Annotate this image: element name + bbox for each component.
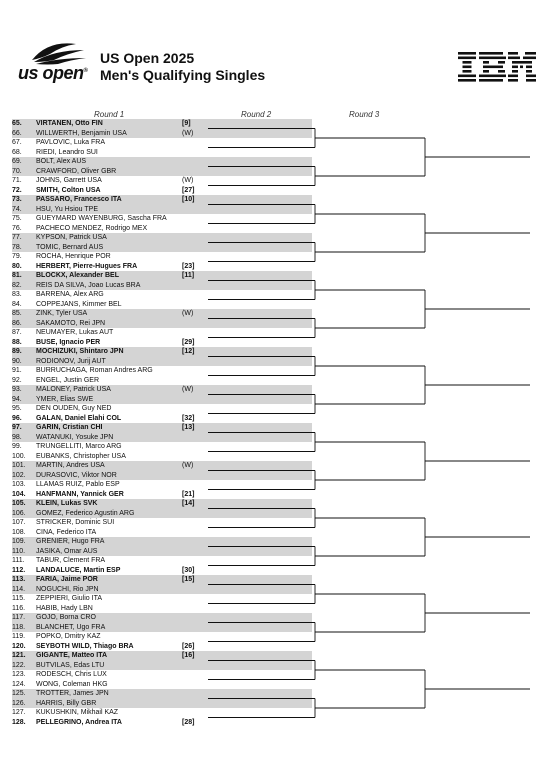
draw-entry-row — [12, 129, 312, 139]
draw-entry-row — [12, 575, 312, 585]
draw-position: 72. — [12, 186, 22, 194]
player-name: GUEYMARD WAYENBURG, Sascha FRA — [36, 215, 167, 222]
draw-position: 125. — [12, 690, 26, 697]
draw-position: 88. — [12, 338, 22, 346]
draw-entry-row — [12, 300, 312, 310]
draw-entry-row — [12, 157, 312, 167]
draw-entry-row — [12, 281, 312, 291]
draw-entry-row — [12, 499, 312, 509]
draw-position: 111. — [12, 557, 25, 564]
player-name: CRAWFORD, Oliver GBR — [36, 167, 117, 175]
player-name: SMITH, Colton USA — [36, 186, 101, 194]
draw-position: 89. — [12, 348, 22, 355]
draw-entry-row — [12, 186, 312, 196]
draw-position: 98. — [12, 433, 22, 441]
draw-position: 74. — [12, 205, 22, 213]
draw-entry-row — [12, 604, 312, 614]
draw-entry-row — [12, 224, 312, 234]
draw-entry-row — [12, 651, 312, 661]
seed-or-wildcard: [16] — [182, 652, 195, 659]
seed-or-wildcard: (W) — [182, 386, 194, 393]
draw-position: 87. — [12, 329, 22, 336]
player-name: BUSE, Ignacio PER — [36, 338, 101, 346]
seed-or-wildcard: [30] — [182, 566, 195, 574]
draw-position: 99. — [12, 443, 22, 450]
seed-or-wildcard: [28] — [182, 718, 195, 726]
player-name: MALONEY, Patrick USA — [36, 386, 111, 393]
player-name: JOHNS, Garrett USA — [36, 177, 102, 184]
draw-entry-row — [12, 547, 312, 557]
seed-or-wildcard: (W) — [182, 310, 194, 317]
seed-or-wildcard: (W) — [182, 462, 194, 469]
draw-position: 84. — [12, 300, 22, 308]
draw-position: 108. — [12, 528, 26, 536]
draw-entry-row — [12, 252, 312, 262]
draw-position: 128. — [12, 718, 26, 726]
draw-entry-row — [12, 471, 312, 481]
draw-entry-row — [12, 328, 312, 338]
draw-position: 104. — [12, 490, 26, 498]
draw-position: 66. — [12, 129, 22, 137]
draw-position: 124. — [12, 680, 26, 688]
draw-position: 117. — [12, 614, 26, 621]
draw-entry-row — [12, 271, 312, 281]
draw-entry-row — [12, 461, 312, 471]
player-name: HABIB, Hady LBN — [36, 604, 93, 612]
player-name: FARIA, Jaime POR — [36, 576, 98, 583]
draw-entry-row — [12, 167, 312, 177]
seed-or-wildcard: [23] — [182, 262, 195, 270]
player-name: NOGUCHI, Rio JPN — [36, 585, 99, 593]
draw-position: 79. — [12, 253, 22, 260]
draw-entry-row — [12, 205, 312, 215]
draw-entry-row — [12, 670, 312, 680]
draw-entry-row — [12, 262, 312, 272]
draw-entry-row — [12, 319, 312, 329]
round-2-header: Round 2 — [241, 110, 272, 119]
player-name: LANDALUCE, Martin ESP — [36, 566, 121, 574]
draw-position: 112. — [12, 566, 26, 574]
player-name: POPKO, Dmitry KAZ — [36, 633, 101, 640]
draw-position: 92. — [12, 376, 22, 384]
draw-position: 75. — [12, 215, 22, 222]
draw-position: 76. — [12, 224, 22, 232]
draw-position: 73. — [12, 196, 22, 203]
player-name: RODIONOV, Jurij AUT — [36, 357, 106, 365]
draw-entry-row — [12, 708, 312, 718]
draw-entry-row — [12, 395, 312, 405]
player-name: JASIKA, Omar AUS — [36, 547, 98, 555]
player-name: BLANCHET, Ugo FRA — [36, 623, 106, 631]
draw-entry-row — [12, 528, 312, 538]
draw-entry-row — [12, 233, 312, 243]
player-name: GIGANTE, Matteo ITA — [36, 652, 108, 659]
draw-position: 81. — [12, 272, 22, 279]
draw-entry-row — [12, 214, 312, 224]
player-name: GRENIER, Hugo FRA — [36, 538, 105, 545]
player-name: ZEPPIERI, Giulio ITA — [36, 595, 102, 602]
player-name: BOLT, Alex AUS — [36, 158, 87, 165]
player-name: SAKAMOTO, Rei JPN — [36, 319, 106, 327]
player-name: BUTVILAS, Edas LTU — [36, 661, 105, 669]
player-name: SEYBOTH WILD, Thiago BRA — [36, 642, 134, 650]
draw-entry-row — [12, 366, 312, 376]
draw-position: 86. — [12, 319, 22, 327]
player-name: PAVLOVIC, Luka FRA — [36, 139, 105, 146]
draw-entry-row — [12, 518, 312, 528]
player-name: WATANUKI, Yosuke JPN — [36, 433, 114, 441]
player-name: ZINK, Tyler USA — [36, 310, 88, 317]
player-name: VIRTANEN, Otto FIN — [36, 120, 103, 127]
draw-position: 103. — [12, 481, 26, 488]
draw-position: 119. — [12, 633, 26, 640]
draw-position: 110. — [12, 547, 26, 555]
player-name: GOMEZ, Federico Agustin ARG — [36, 509, 135, 517]
draw-entry-row — [12, 176, 312, 186]
draw-entry-row — [12, 119, 312, 129]
player-name: RIEDI, Leandro SUI — [36, 148, 98, 156]
draw-entry-row — [12, 309, 312, 319]
draw-entry-row — [12, 537, 312, 547]
draw-position: 100. — [12, 452, 26, 460]
us-open-wordmark: us open® — [18, 63, 88, 83]
draw-entry-row — [12, 680, 312, 690]
draw-entry-row — [12, 347, 312, 357]
draw-position: 102. — [12, 471, 26, 479]
player-name: MOCHIZUKI, Shintaro JPN — [36, 348, 124, 355]
round-3-header: Round 3 — [349, 110, 380, 119]
player-name: TABUR, Clement FRA — [36, 557, 106, 564]
draw-entry-row — [12, 414, 312, 424]
seed-or-wildcard: (W) — [182, 129, 194, 137]
draw-entry-row — [12, 566, 312, 576]
draw-position: 94. — [12, 395, 22, 403]
draw-entry-row — [12, 613, 312, 623]
draw-position: 68. — [12, 148, 22, 156]
draw-entry-row — [12, 357, 312, 367]
player-name: PELLEGRINO, Andrea ITA — [36, 718, 122, 726]
draw-entry-row — [12, 376, 312, 386]
draw-entry-row — [12, 556, 312, 566]
seed-or-wildcard: [14] — [182, 500, 195, 507]
draw-entry-row — [12, 338, 312, 348]
player-name: TRUNGELLITI, Marco ARG — [36, 443, 122, 450]
draw-position: 109. — [12, 538, 26, 545]
draw-entry-row — [12, 699, 312, 709]
draw-entry-row — [12, 632, 312, 642]
player-name: HANFMANN, Yannick GER — [36, 490, 124, 498]
draw-position: 123. — [12, 671, 26, 678]
draw-position: 105. — [12, 500, 26, 507]
seed-or-wildcard: [29] — [182, 338, 195, 346]
draw-position: 106. — [12, 509, 26, 517]
draw-entry-row — [12, 442, 312, 452]
player-name: RODESCH, Chris LUX — [36, 671, 107, 678]
draw-entry-row — [12, 452, 312, 462]
draw-entry-row — [12, 718, 312, 728]
player-name: CINA, Federico ITA — [36, 528, 97, 536]
draw-position: 82. — [12, 281, 22, 289]
seed-or-wildcard: [32] — [182, 414, 195, 422]
player-name: HSU, Yu Hsiou TPE — [36, 205, 98, 213]
draw-position: 90. — [12, 357, 22, 365]
player-name: KYPSON, Patrick USA — [36, 234, 107, 241]
seed-or-wildcard: [9] — [182, 120, 191, 127]
player-name: TOMIC, Bernard AUS — [36, 243, 104, 251]
draw-position: 65. — [12, 120, 22, 127]
draw-position: 121. — [12, 652, 26, 659]
draw-entry-row — [12, 661, 312, 671]
draw-entry-row — [12, 195, 312, 205]
draw-position: 67. — [12, 139, 22, 146]
seed-or-wildcard: (W) — [182, 177, 194, 184]
player-name: ROCHA, Henrique POR — [36, 253, 111, 260]
player-name: PASSARO, Francesco ITA — [36, 196, 122, 203]
draw-entry-row — [12, 243, 312, 253]
draw-position: 118. — [12, 623, 26, 631]
player-name: GALAN, Daniel Elahi COL — [36, 414, 122, 422]
draw-position: 120. — [12, 642, 26, 650]
seed-or-wildcard: [12] — [182, 348, 195, 355]
draw-entry-row — [12, 689, 312, 699]
player-name: STRICKER, Dominic SUI — [36, 519, 115, 526]
player-name: REIS DA SILVA, Joao Lucas BRA — [36, 281, 141, 289]
player-name: TROTTER, James JPN — [36, 690, 109, 697]
player-name: GOJO, Borna CRO — [36, 614, 96, 621]
player-name: BURRUCHAGA, Roman Andres ARG — [36, 367, 153, 374]
seed-or-wildcard: [21] — [182, 490, 195, 498]
player-name: COPPEJANS, Kimmer BEL — [36, 300, 122, 308]
draw-position: 107. — [12, 519, 26, 526]
draw-entry-row — [12, 385, 312, 395]
draw-position: 93. — [12, 386, 22, 393]
draw-position: 96. — [12, 414, 22, 422]
draw-position: 69. — [12, 158, 22, 165]
player-name: WILLWERTH, Benjamin USA — [36, 129, 127, 137]
draw-position: 97. — [12, 424, 22, 431]
player-name: MARTIN, Andres USA — [36, 462, 105, 469]
draw-position: 77. — [12, 234, 22, 241]
event-title: US Open 2025 — [100, 50, 195, 66]
seed-or-wildcard: [27] — [182, 186, 195, 194]
seed-or-wildcard: [26] — [182, 642, 195, 650]
player-name: YMER, Elias SWE — [36, 395, 94, 403]
player-name: EUBANKS, Christopher USA — [36, 452, 126, 460]
player-name: BLOCKX, Alexander BEL — [36, 272, 119, 279]
draw-entry-row — [12, 423, 312, 433]
draw-entry-row — [12, 404, 312, 414]
player-name: HARRIS, Billy GBR — [36, 699, 97, 707]
player-name: BARRENA, Alex ARG — [36, 291, 104, 298]
draw-entry-row — [12, 490, 312, 500]
draw-entry-row — [12, 148, 312, 158]
draw-position: 115. — [12, 595, 26, 602]
draw-entry-row — [12, 594, 312, 604]
draw-position: 114. — [12, 585, 26, 593]
round-1-header: Round 1 — [94, 110, 125, 119]
draw-position: 85. — [12, 310, 22, 317]
draw-position: 95. — [12, 405, 22, 412]
player-name: KLEIN, Lukas SVK — [36, 500, 98, 507]
draw-entry-row — [12, 585, 312, 595]
draw-entry-row — [12, 138, 312, 148]
draw-position: 113. — [12, 576, 26, 583]
player-name: KUKUSHKIN, Mikhail KAZ — [36, 709, 119, 716]
player-name: ENGEL, Justin GER — [36, 376, 100, 384]
round-1-entry-list — [12, 119, 312, 727]
draw-entry-row — [12, 433, 312, 443]
draw-entry-row — [12, 623, 312, 633]
ibm-logo-icon — [458, 52, 536, 82]
player-name: HERBERT, Pierre-Hugues FRA — [36, 262, 138, 270]
draw-position: 101. — [12, 462, 26, 469]
draw-position: 78. — [12, 243, 22, 251]
draw-position: 122. — [12, 661, 26, 669]
player-name: DURASOVIC, Viktor NOR — [36, 471, 117, 479]
draw-entry-row — [12, 480, 312, 490]
seed-or-wildcard: [10] — [182, 196, 195, 203]
player-name: WONG, Coleman HKG — [36, 680, 108, 688]
draw-header — [0, 0, 560, 100]
draw-position: 91. — [12, 367, 22, 374]
draw-entry-row — [12, 509, 312, 519]
seed-or-wildcard: [13] — [182, 424, 195, 431]
seed-or-wildcard: [15] — [182, 576, 195, 583]
draw-position: 127. — [12, 709, 26, 716]
draw-position: 116. — [12, 604, 26, 612]
event-subtitle: Men's Qualifying Singles — [100, 67, 266, 83]
player-name: LLAMAS RUIZ, Pablo ESP — [36, 481, 120, 488]
player-name: DEN OUDEN, Guy NED — [36, 405, 112, 412]
draw-position: 70. — [12, 167, 22, 175]
seed-or-wildcard: [11] — [182, 272, 195, 279]
draw-position: 126. — [12, 699, 26, 707]
draw-position: 83. — [12, 291, 22, 298]
player-name: GARIN, Cristian CHI — [36, 424, 103, 431]
draw-position: 80. — [12, 262, 22, 270]
draw-entry-row — [12, 642, 312, 652]
draw-entry-row — [12, 290, 312, 300]
player-name: NEUMAYER, Lukas AUT — [36, 329, 114, 336]
player-name: PACHECO MENDEZ, Rodrigo MEX — [36, 224, 148, 232]
draw-position: 71. — [12, 177, 22, 184]
